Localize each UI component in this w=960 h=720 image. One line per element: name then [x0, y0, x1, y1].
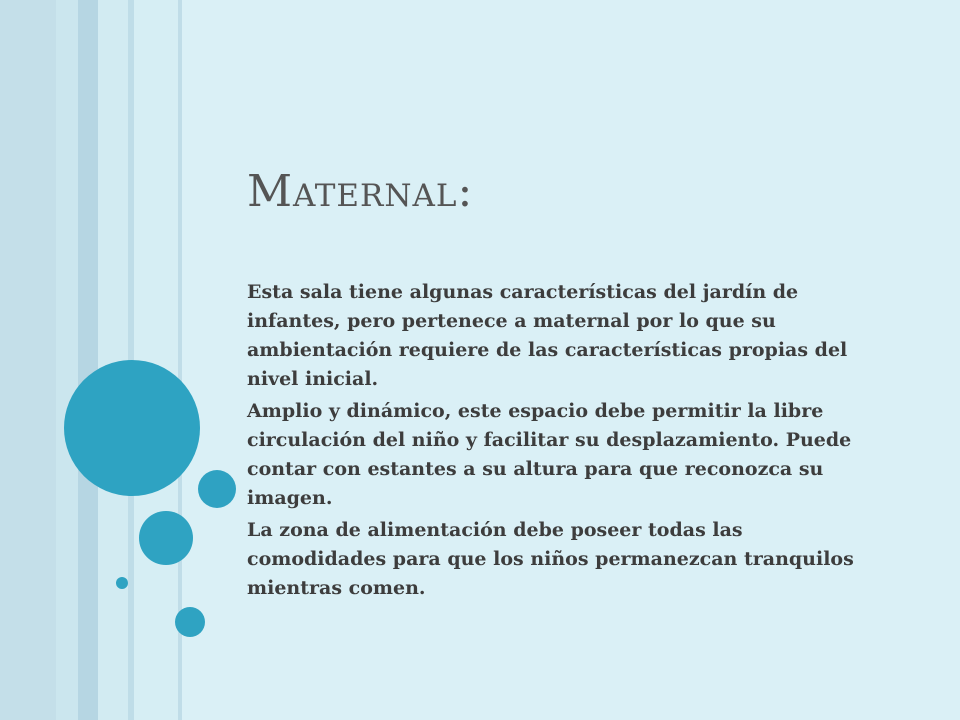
decorative-circle-lower [175, 607, 205, 637]
decorative-circle-dot [116, 577, 128, 589]
slide-title: Maternal: [247, 166, 474, 217]
decorative-circle-small [198, 470, 236, 508]
slide-body [247, 278, 887, 606]
decorative-stripe [78, 0, 98, 720]
body-paragraph-3: La zona de alimentación debe poseer todas las comodidades para que los niños permanezcan tranquilos mientras comen. [247, 519, 854, 599]
decorative-circle-large [64, 360, 200, 496]
body-paragraph-2: Amplio y dinámico, este espacio debe permitir la libre circulación del niño y facilitar su desplazamiento. Puede contar con estantes a su altura para que reconozca su imagen. [247, 400, 852, 509]
body-paragraph-1: Esta sala tiene algunas características del jardín de infantes, pero pertenece a maternal por lo que su ambientación requiere de las características propias del nivel inicial. [247, 281, 848, 390]
decorative-stripe [56, 0, 78, 720]
decorative-stripe [0, 0, 56, 720]
decorative-circle-medium [139, 511, 193, 565]
